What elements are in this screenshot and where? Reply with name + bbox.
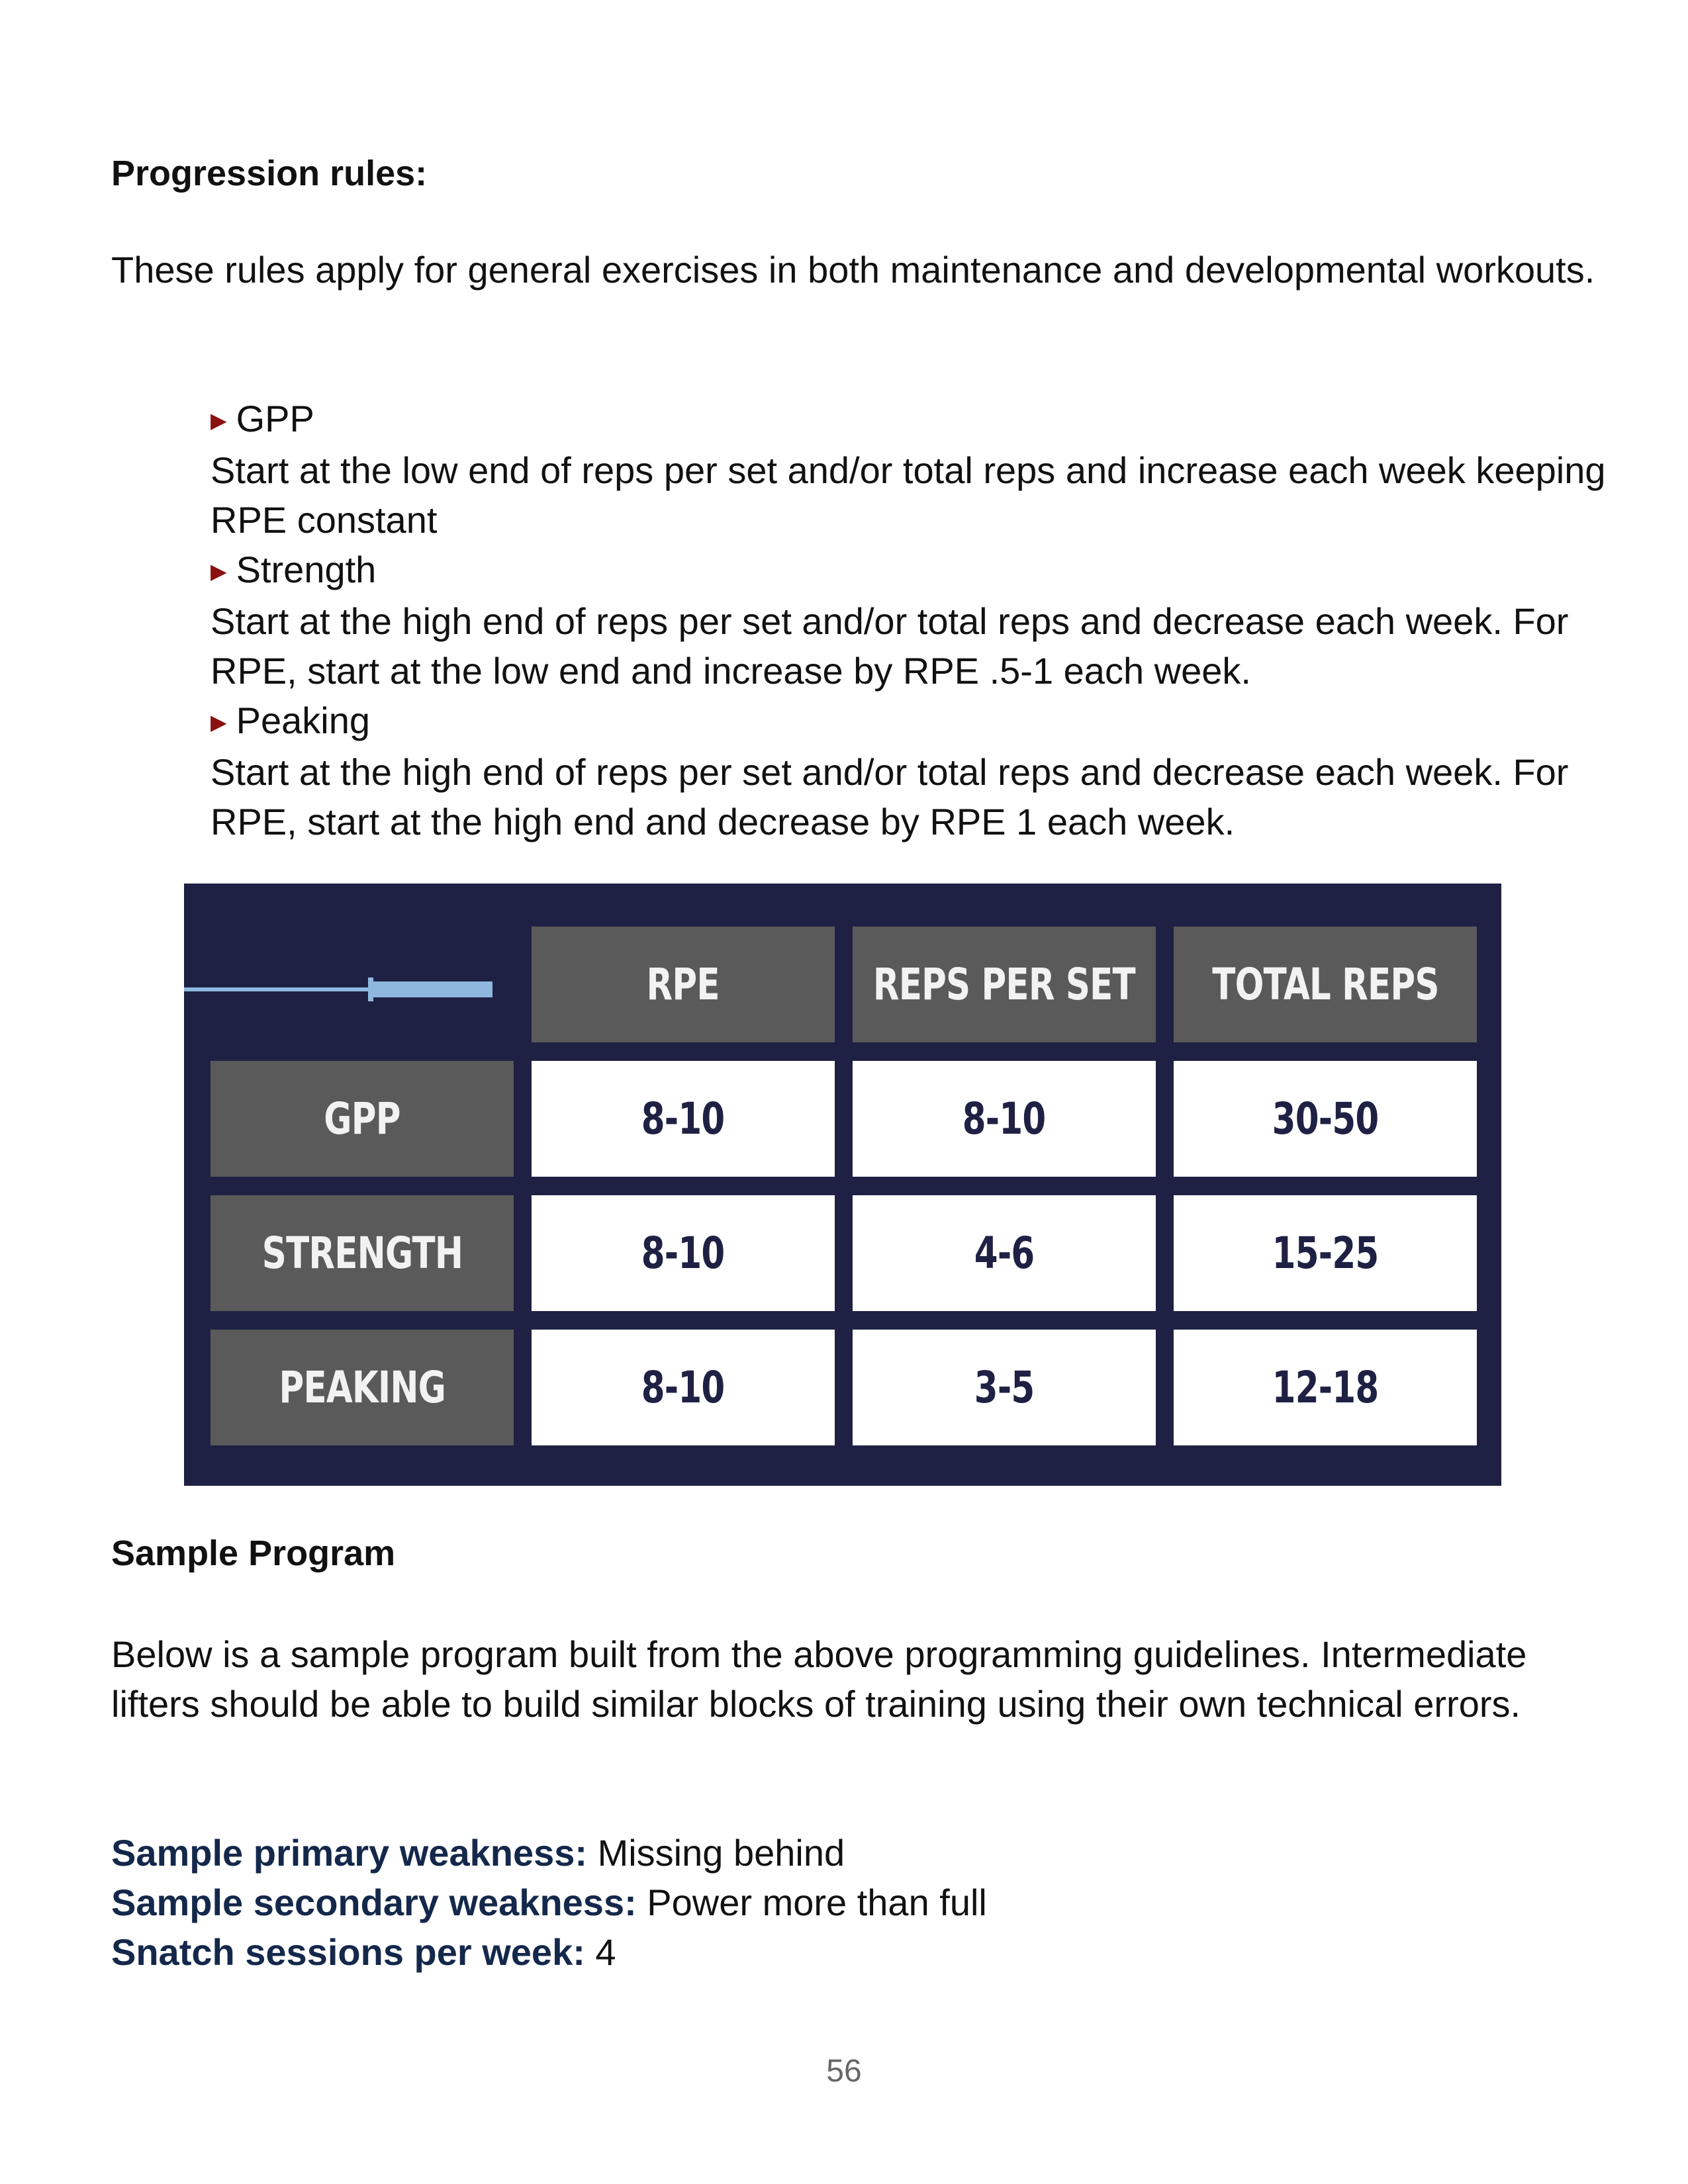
table-cell: 8-10: [853, 1061, 1156, 1177]
triangle-bullet-icon: ▶: [211, 710, 227, 734]
column-header-total-reps: TOTAL REPS: [1174, 927, 1477, 1042]
table-cell: 12-18: [1174, 1330, 1477, 1445]
table-cell: 8-10: [532, 1195, 835, 1311]
table-cell: 8-10: [532, 1330, 835, 1445]
rule-description: Start at the high end of reps per set and/or total reps and decrease each week. For RPE, start at the low end and increase by RPE .5-1 each week.: [211, 600, 1569, 692]
progression-intro: These rules apply for general exercises in both maintenance and developmental workouts.: [111, 249, 1595, 291]
page-number: 56: [826, 2054, 862, 2089]
table-cell: 15-25: [1174, 1195, 1477, 1311]
rule-title: Peaking: [236, 700, 370, 741]
detail-value: 4: [595, 1931, 616, 1973]
column-header-rpe: RPE: [532, 927, 835, 1042]
rule-strength: [211, 545, 1614, 696]
rule-title: GPP: [236, 398, 314, 439]
triangle-bullet-icon: ▶: [211, 559, 227, 583]
sample-secondary-weakness: [111, 1878, 987, 1927]
rule-title: Strength: [236, 549, 377, 590]
snatch-sessions-per-week: [111, 1927, 616, 1977]
sample-primary-weakness: [111, 1828, 845, 1878]
progression-rules-list: [211, 394, 1614, 846]
detail-label: Sample primary weakness:: [111, 1832, 588, 1874]
table-cell: 4-6: [853, 1195, 1156, 1311]
rule-gpp: [211, 394, 1614, 545]
progression-table: [184, 884, 1501, 1486]
rule-peaking: [211, 696, 1614, 846]
progression-heading: Progression rules:: [111, 154, 428, 193]
table-cell: 8-10: [532, 1061, 835, 1177]
rule-description: Start at the low end of reps per set and/or total reps and increase each week keeping RPE constant: [211, 449, 1606, 541]
table-cell: 30-50: [1174, 1061, 1477, 1177]
detail-value: Missing behind: [597, 1832, 845, 1874]
row-header-gpp: GPP: [211, 1061, 514, 1177]
sample-program-heading: Sample Program: [111, 1533, 396, 1573]
row-header-strength: STRENGTH: [211, 1195, 514, 1311]
detail-label: Sample secondary weakness:: [111, 1882, 637, 1923]
column-header-reps-per-set: REPS PER SET: [853, 927, 1156, 1042]
triangle-bullet-icon: ▶: [211, 408, 227, 432]
detail-value: Power more than full: [647, 1882, 987, 1923]
table-cell: 3-5: [853, 1330, 1156, 1445]
barbell-icon: [184, 970, 495, 1009]
rule-description: Start at the high end of reps per set and/or total reps and decrease each week. For RPE, start at the high end and decrease by RPE 1 each week.: [211, 751, 1569, 842]
detail-label: Snatch sessions per week:: [111, 1931, 585, 1973]
row-header-peaking: PEAKING: [211, 1330, 514, 1445]
sample-program-intro: Below is a sample program built from the above programming guidelines. Intermediate lifters should be able to build similar blocks of training using their own technical errors.: [111, 1633, 1527, 1725]
